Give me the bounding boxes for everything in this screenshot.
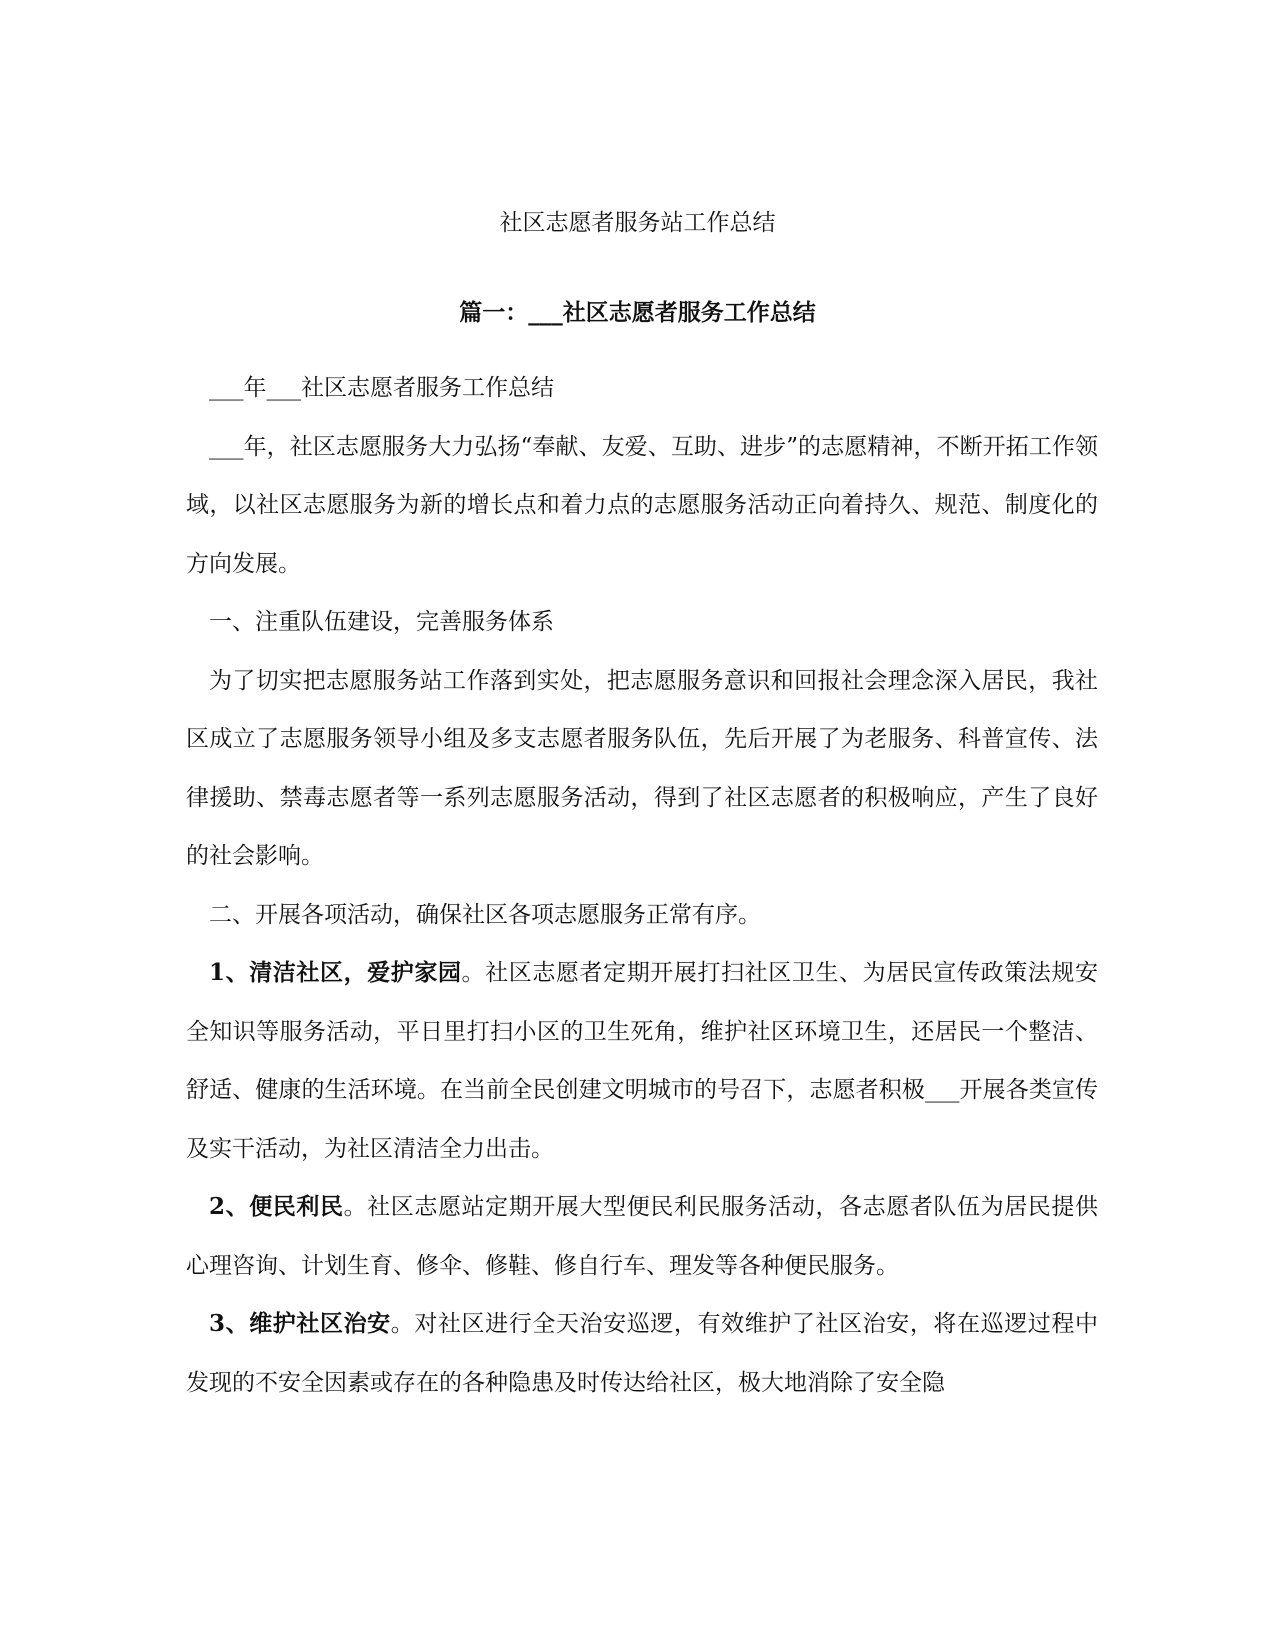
paragraph-item-3: [186, 1295, 1098, 1412]
item-lead: 3、维护社区治安: [209, 1310, 391, 1337]
paragraph-text: 。社区志愿者定期开展打扫社区卫生、为居民宣传政策法规安全知识等服务活动，平日里打扫小区的卫生死角，维护社区环境卫生，还居民一个整洁、舒适、健康的生活环境。在当前全民创建文明城市的号召下，志愿者积极___开展各类宣传及实干活动，为社区清洁全力出击。: [186, 960, 1098, 1162]
paragraph-intro: [186, 418, 1098, 594]
item-lead: 2、便民利民: [209, 1193, 344, 1220]
paragraph-text: 。社区志愿站定期开展大型便民利民服务活动，各志愿者队伍为居民提供心理咨询、计划生育、修伞、修鞋、修自行车、理发等各种便民服务。: [186, 1194, 1098, 1279]
paragraph-item-1: [186, 944, 1098, 1178]
paragraph-text: 一、注重队伍建设，完善服务体系: [209, 609, 554, 635]
document-subtitle: 篇一：___社区志愿者服务工作总结: [459, 299, 816, 326]
paragraph-text: ___年___社区志愿者服务工作总结: [209, 375, 554, 401]
paragraph-item-2: [186, 1178, 1098, 1295]
paragraph-text: ___年，社区志愿服务大力弘扬“奉献、友爱、互助、进步”的志愿精神，不断开拓工作领域，以社区志愿服务为新的增长点和着力点的志愿服务活动正向着持久、规范、制度化的方向发展。: [186, 433, 1098, 577]
section-heading-2: [186, 886, 1098, 945]
paragraph-text: 为了切实把志愿服务站工作落到实处，把志愿服务意识和回报社会理念深入居民，我社区成立了志愿服务领导小组及多支志愿者服务队伍，先后开展了为老服务、科普宣传、法律援助、禁毒志愿者等一系列志愿服务活动，得到了社区志愿者的积极响应，产生了良好的社会影响。: [186, 667, 1098, 869]
item-lead: 1、清洁社区，爱护家园: [209, 959, 462, 986]
paragraph-text: 。对社区进行全天治安巡逻，有效维护了社区治安，将在巡逻过程中发现的不安全因素或存在的各种隐患及时传达给社区，极大地消除了安全隐: [186, 1311, 1098, 1396]
paragraph-text: 二、开展各项活动，确保社区各项志愿服务正常有序。: [209, 901, 761, 928]
paragraph-year-heading: [186, 359, 1098, 418]
section-heading-1: [186, 593, 1098, 652]
document-body: [186, 359, 1098, 1412]
paragraph-team-building: [186, 652, 1098, 886]
document-title: 社区志愿者服务站工作总结: [499, 210, 776, 236]
